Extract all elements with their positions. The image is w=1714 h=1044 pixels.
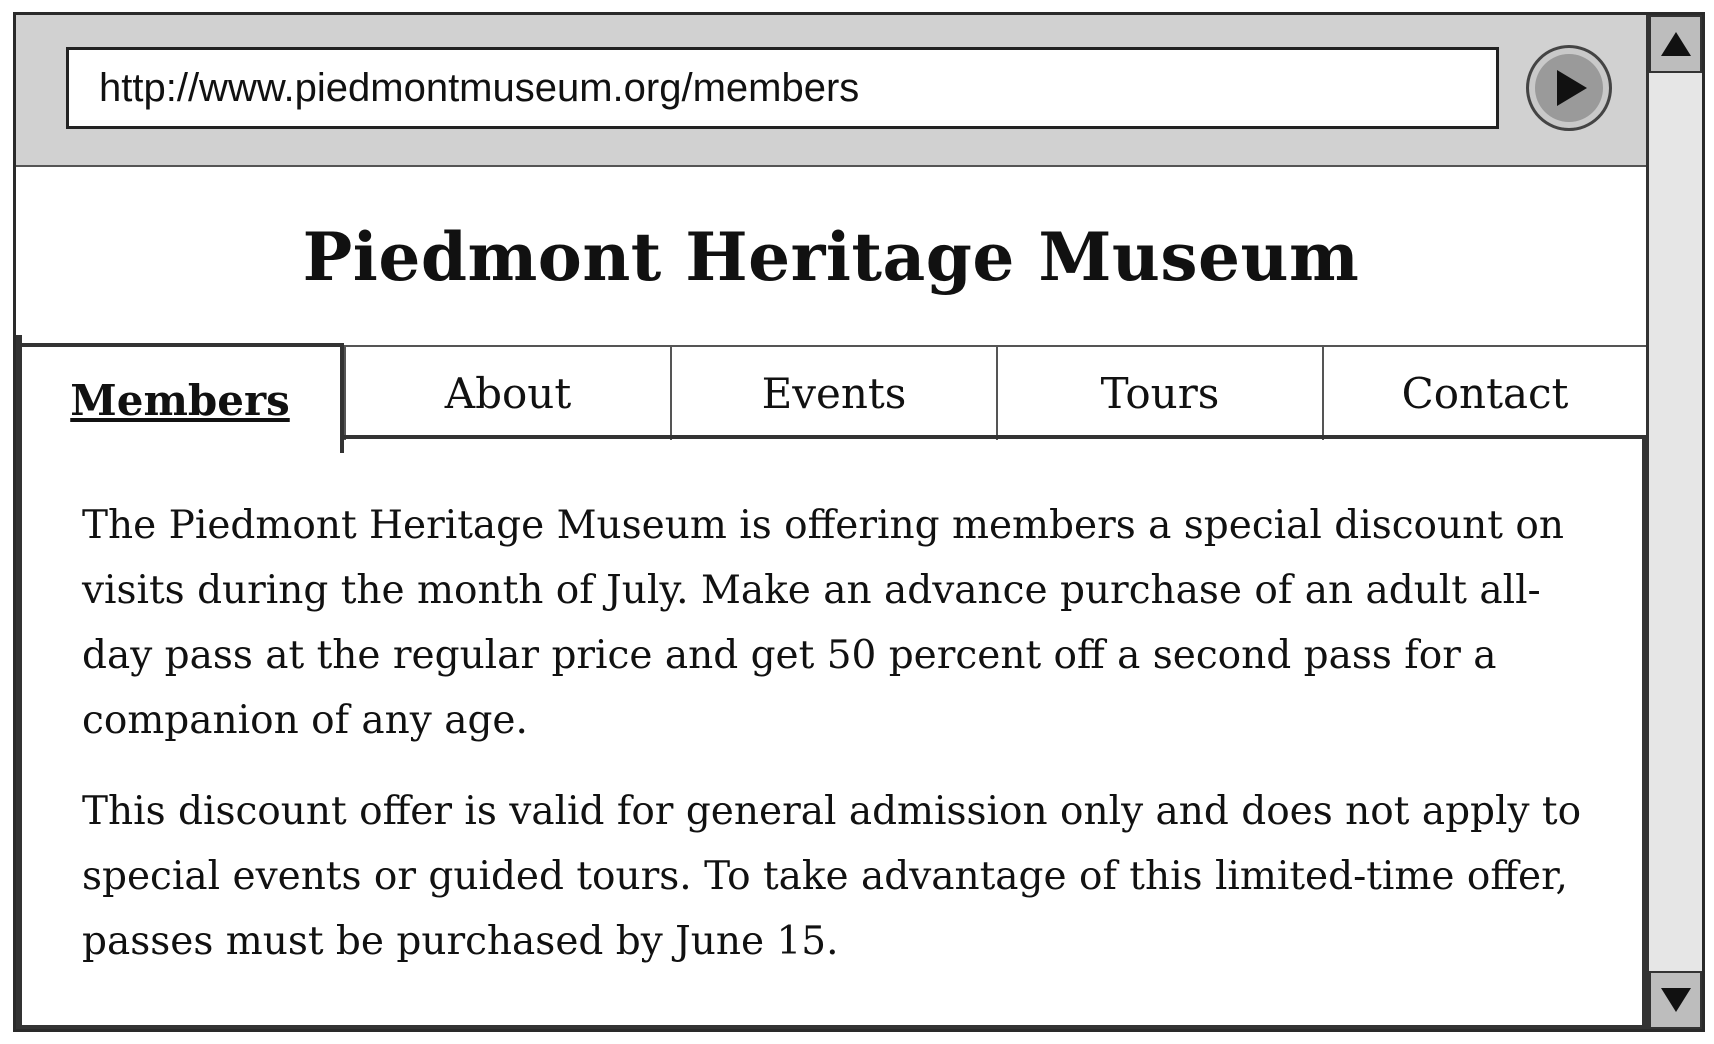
tab-members[interactable] — [16, 343, 344, 453]
content-left-border — [16, 335, 22, 1029]
address-bar[interactable] — [66, 47, 1499, 129]
tab-label: About — [444, 369, 572, 418]
browser-toolbar — [16, 15, 1646, 167]
tab-label: Events — [761, 369, 907, 418]
vertical-scrollbar[interactable] — [1646, 15, 1702, 1029]
site-header — [16, 167, 1646, 345]
content-body — [82, 493, 1602, 1000]
scroll-down-button[interactable] — [1649, 971, 1702, 1029]
tab-label: Contact — [1401, 369, 1569, 418]
triangle-down-icon — [1659, 986, 1693, 1014]
play-icon — [1547, 66, 1591, 110]
content-paragraph: The Piedmont Heritage Museum is offering members a special discount on visits during the month of July. Make an advance purchase of an adult all-day pass at the regular price and get 50 percent off a second pass for a companion of any age. — [82, 503, 1564, 743]
tab-contact[interactable] — [1322, 345, 1646, 440]
browser-window — [13, 12, 1705, 1032]
tab-label: Tours — [1100, 369, 1220, 418]
tab-label: Members — [70, 375, 290, 425]
triangle-up-icon — [1659, 30, 1693, 58]
tab-tours[interactable] — [996, 345, 1322, 440]
go-button[interactable] — [1526, 45, 1612, 131]
tab-bar — [16, 331, 1646, 441]
scroll-up-button[interactable] — [1649, 15, 1702, 73]
content-paragraph: This discount offer is valid for general admission only and does not apply to special events or guided tours. To take advantage of this limited-time offer, passes must be purchased by June 15. — [82, 789, 1582, 964]
site-title: Piedmont Heritage Museum — [302, 218, 1360, 296]
tab-events[interactable] — [670, 345, 996, 440]
url-text: http://www.piedmontmuseum.org/members — [99, 65, 860, 110]
tab-about[interactable] — [344, 345, 670, 440]
